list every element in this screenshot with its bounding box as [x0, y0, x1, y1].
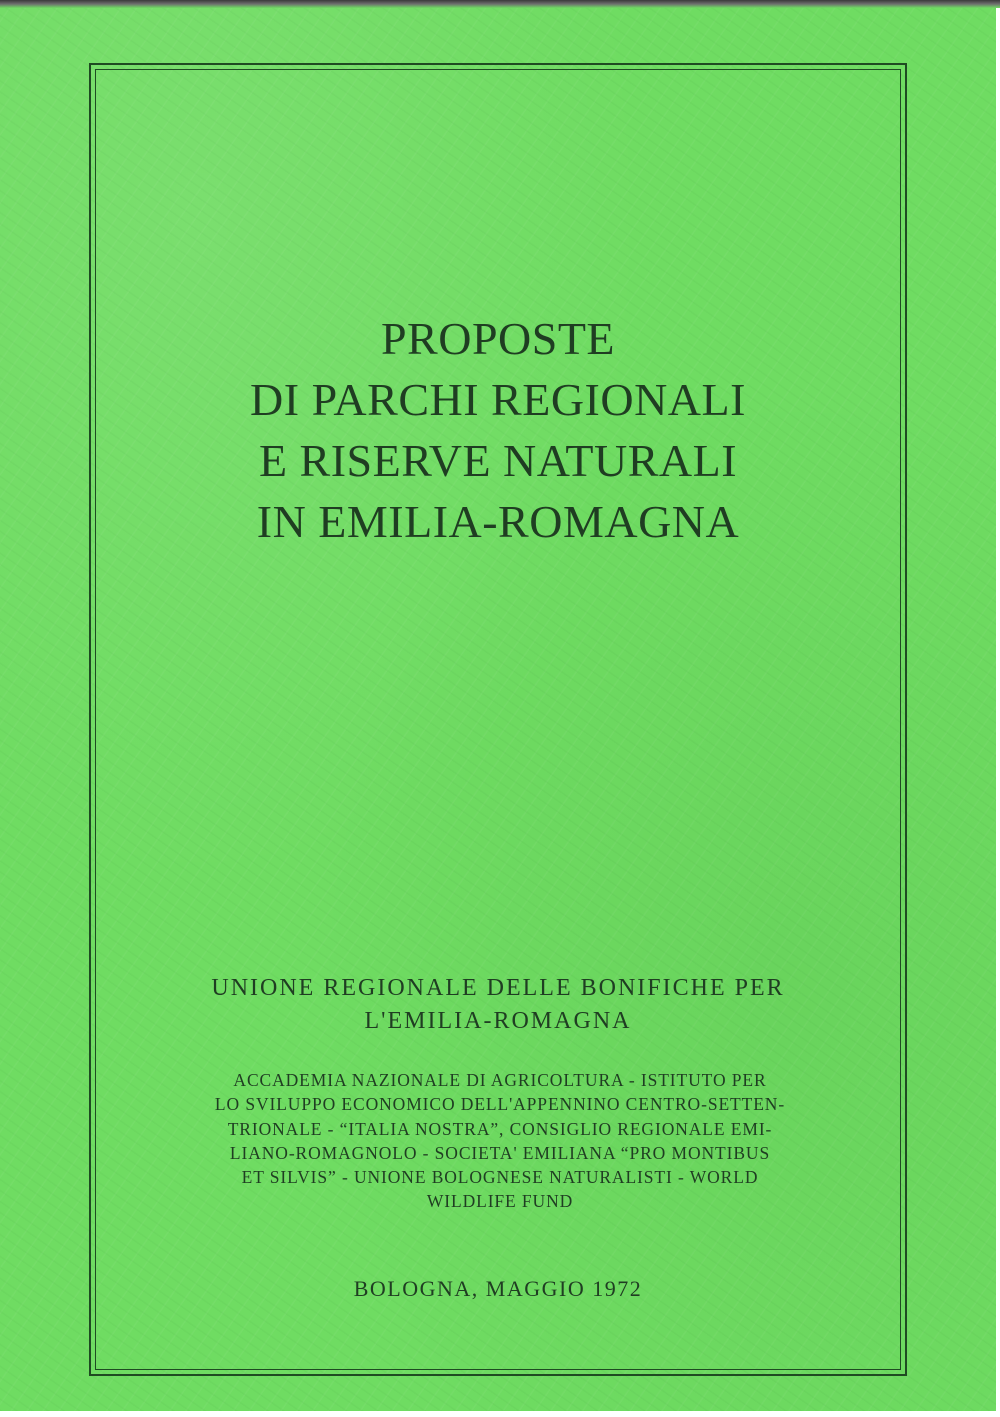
publisher-line: L'EMILIA-ROMAGNA [364, 1008, 632, 1034]
title-line: PROPOSTE [380, 313, 616, 364]
publisher-line: UNIONE REGIONALE DELLE BONIFICHE PER [211, 975, 785, 1001]
collaborators-line: ET SILVIS” - UNIONE BOLOGNESE NATURALISTI - WORLD [241, 1167, 759, 1188]
collaborators-line: LIANO-ROMAGNOLO - SOCIETA' EMILIANA “PRO MONTIBUS [229, 1142, 771, 1163]
collaborators [170, 1068, 830, 1214]
collaborators-line: LO SVILUPPO ECONOMICO DELL'APPENNINO CENTRO-SETTEN- [214, 1094, 786, 1115]
collaborators-line: ACCADEMIA NAZIONALE DI AGRICOLTURA - ISTITUTO PER [233, 1070, 767, 1090]
scan-top-edge [0, 0, 1000, 8]
title-line: E RISERVE NATURALI [258, 435, 738, 486]
place-and-date: BOLOGNA, MAGGIO 1972 [353, 1276, 643, 1301]
collaborators-line: WILDLIFE FUND [426, 1191, 574, 1212]
title-line: IN EMILIA-ROMAGNA [256, 496, 740, 547]
cover-title [100, 308, 896, 552]
publisher [100, 972, 896, 1038]
title-line: DI PARCHI REGIONALI [250, 374, 746, 425]
collaborators-line: TRIONALE - “ITALIA NOSTRA”, CONSIGLIO REGIONALE EMI- [227, 1118, 773, 1139]
